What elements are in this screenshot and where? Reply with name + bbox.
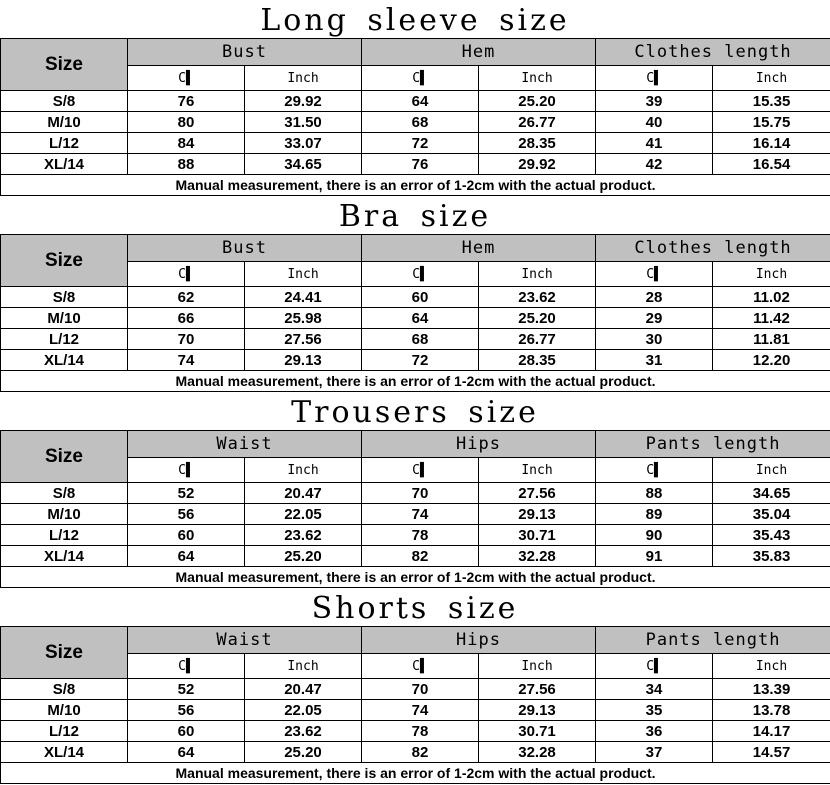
measurement-cell: 74 xyxy=(362,700,479,721)
measurement-cell: 88 xyxy=(128,154,245,175)
measurement-cell: 70 xyxy=(128,329,245,350)
table-row xyxy=(1,133,830,154)
measurement-cell: 16.54 xyxy=(713,154,830,175)
measurement-cell: 15.35 xyxy=(713,91,830,112)
measurement-cell: 60 xyxy=(128,721,245,742)
measure-group-header: Bust xyxy=(128,235,362,262)
measurement-cell: 29.13 xyxy=(479,504,596,525)
table-row xyxy=(1,504,830,525)
size-label: M/10 xyxy=(1,700,128,721)
measure-group-header: Hips xyxy=(362,627,596,654)
unit-inch: Inch xyxy=(245,458,362,483)
measurement-cell: 74 xyxy=(128,350,245,371)
size-label: M/10 xyxy=(1,308,128,329)
measurement-note: Manual measurement, there is an error of 1-2cm with the actual product. xyxy=(1,763,830,784)
measurement-cell: 72 xyxy=(362,133,479,154)
section-bra xyxy=(0,196,830,392)
measurement-cell: 25.98 xyxy=(245,308,362,329)
measurement-cell: 84 xyxy=(128,133,245,154)
measurement-cell: 13.78 xyxy=(713,700,830,721)
measure-group-header: Bust xyxy=(128,39,362,66)
size-label: S/8 xyxy=(1,483,128,504)
table-row xyxy=(1,350,830,371)
section-title: Trousers size xyxy=(291,395,539,430)
unit-cm: C▌ xyxy=(596,66,713,91)
size-label: M/10 xyxy=(1,504,128,525)
measurement-cell: 76 xyxy=(362,154,479,175)
measurement-cell: 76 xyxy=(128,91,245,112)
size-label: L/12 xyxy=(1,133,128,154)
measurement-cell: 35.43 xyxy=(713,525,830,546)
measurement-cell: 25.20 xyxy=(479,308,596,329)
measure-group-header: Waist xyxy=(128,627,362,654)
measurement-cell: 11.81 xyxy=(713,329,830,350)
size-table xyxy=(0,626,830,784)
measurement-cell: 20.47 xyxy=(245,679,362,700)
measurement-cell: 72 xyxy=(362,350,479,371)
unit-inch: Inch xyxy=(479,654,596,679)
measure-group-header: Hips xyxy=(362,431,596,458)
unit-inch: Inch xyxy=(245,262,362,287)
unit-inch: Inch xyxy=(479,458,596,483)
measurement-cell: 35.04 xyxy=(713,504,830,525)
section-trousers xyxy=(0,392,830,588)
measurement-cell: 11.42 xyxy=(713,308,830,329)
unit-inch: Inch xyxy=(479,66,596,91)
measurement-note: Manual measurement, there is an error of 1-2cm with the actual product. xyxy=(1,371,830,392)
unit-cm: C▌ xyxy=(128,262,245,287)
section-title: Bra size xyxy=(338,199,492,234)
measurement-cell: 25.20 xyxy=(245,546,362,567)
measurement-cell: 70 xyxy=(362,483,479,504)
measurement-cell: 41 xyxy=(596,133,713,154)
measurement-cell: 20.47 xyxy=(245,483,362,504)
note-row xyxy=(1,567,830,588)
measurement-cell: 39 xyxy=(596,91,713,112)
measure-group-header: Hem xyxy=(362,235,596,262)
unit-inch: Inch xyxy=(479,262,596,287)
measurement-cell: 64 xyxy=(362,91,479,112)
table-row xyxy=(1,112,830,133)
measurement-cell: 64 xyxy=(128,546,245,567)
measurement-cell: 28.35 xyxy=(479,350,596,371)
measurement-cell: 91 xyxy=(596,546,713,567)
unit-inch: Inch xyxy=(245,654,362,679)
measurement-cell: 64 xyxy=(128,742,245,763)
measurement-cell: 66 xyxy=(128,308,245,329)
table-row xyxy=(1,679,830,700)
measurement-cell: 34.65 xyxy=(245,154,362,175)
measurement-cell: 27.56 xyxy=(479,679,596,700)
measurement-cell: 88 xyxy=(596,483,713,504)
unit-cm: C▌ xyxy=(596,262,713,287)
size-header: Size xyxy=(1,39,128,91)
measurement-note: Manual measurement, there is an error of 1-2cm with the actual product. xyxy=(1,567,830,588)
measurement-cell: 24.41 xyxy=(245,287,362,308)
size-header: Size xyxy=(1,431,128,483)
measurement-cell: 33.07 xyxy=(245,133,362,154)
size-label: S/8 xyxy=(1,91,128,112)
table-row xyxy=(1,742,830,763)
measurement-cell: 28.35 xyxy=(479,133,596,154)
note-row xyxy=(1,371,830,392)
measurement-cell: 37 xyxy=(596,742,713,763)
measurement-cell: 36 xyxy=(596,721,713,742)
unit-inch: Inch xyxy=(713,66,830,91)
measurement-cell: 29.13 xyxy=(479,700,596,721)
unit-inch: Inch xyxy=(713,458,830,483)
measurement-cell: 62 xyxy=(128,287,245,308)
measurement-cell: 35.83 xyxy=(713,546,830,567)
measurement-cell: 25.20 xyxy=(479,91,596,112)
header-row xyxy=(1,235,830,262)
measurement-cell: 23.62 xyxy=(479,287,596,308)
size-label: XL/14 xyxy=(1,546,128,567)
measurement-cell: 32.28 xyxy=(479,546,596,567)
measure-group-header: Pants length xyxy=(596,431,830,458)
measurement-cell: 31 xyxy=(596,350,713,371)
measurement-cell: 82 xyxy=(362,742,479,763)
measurement-cell: 32.28 xyxy=(479,742,596,763)
size-table xyxy=(0,430,830,588)
measurement-cell: 27.56 xyxy=(245,329,362,350)
measurement-cell: 34 xyxy=(596,679,713,700)
header-row xyxy=(1,627,830,654)
measurement-cell: 30.71 xyxy=(479,721,596,742)
measure-group-header: Clothes length xyxy=(596,235,830,262)
measurement-cell: 26.77 xyxy=(479,329,596,350)
size-header: Size xyxy=(1,235,128,287)
measurement-cell: 30 xyxy=(596,329,713,350)
table-row xyxy=(1,546,830,567)
measurement-cell: 27.56 xyxy=(479,483,596,504)
measurement-cell: 60 xyxy=(128,525,245,546)
size-table xyxy=(0,234,830,392)
measurement-cell: 28 xyxy=(596,287,713,308)
measurement-cell: 13.39 xyxy=(713,679,830,700)
unit-cm: C▌ xyxy=(362,66,479,91)
section-title: Shorts size xyxy=(311,591,519,626)
table-row xyxy=(1,525,830,546)
measure-group-header: Waist xyxy=(128,431,362,458)
unit-cm: C▌ xyxy=(596,654,713,679)
header-row xyxy=(1,39,830,66)
size-label: XL/14 xyxy=(1,742,128,763)
measurement-cell: 29.13 xyxy=(245,350,362,371)
measurement-cell: 25.20 xyxy=(245,742,362,763)
unit-cm: C▌ xyxy=(128,458,245,483)
measurement-cell: 11.02 xyxy=(713,287,830,308)
measurement-cell: 80 xyxy=(128,112,245,133)
measure-group-header: Clothes length xyxy=(596,39,830,66)
size-label: L/12 xyxy=(1,525,128,546)
measure-group-header: Hem xyxy=(362,39,596,66)
section-shorts xyxy=(0,588,830,784)
measurement-cell: 82 xyxy=(362,546,479,567)
measurement-cell: 78 xyxy=(362,721,479,742)
unit-cm: C▌ xyxy=(596,458,713,483)
measurement-cell: 29 xyxy=(596,308,713,329)
measurement-cell: 14.57 xyxy=(713,742,830,763)
measurement-cell: 23.62 xyxy=(245,525,362,546)
measurement-note: Manual measurement, there is an error of 1-2cm with the actual product. xyxy=(1,175,830,196)
measurement-cell: 89 xyxy=(596,504,713,525)
unit-cm: C▌ xyxy=(362,262,479,287)
measure-group-header: Pants length xyxy=(596,627,830,654)
table-row xyxy=(1,91,830,112)
measurement-cell: 68 xyxy=(362,112,479,133)
unit-cm: C▌ xyxy=(128,66,245,91)
unit-cm: C▌ xyxy=(128,654,245,679)
table-row xyxy=(1,308,830,329)
measurement-cell: 22.05 xyxy=(245,504,362,525)
measurement-cell: 64 xyxy=(362,308,479,329)
table-row xyxy=(1,329,830,350)
unit-inch: Inch xyxy=(245,66,362,91)
size-header: Size xyxy=(1,627,128,679)
measurement-cell: 70 xyxy=(362,679,479,700)
measurement-cell: 42 xyxy=(596,154,713,175)
measurement-cell: 30.71 xyxy=(479,525,596,546)
table-row xyxy=(1,721,830,742)
table-row xyxy=(1,483,830,504)
table-row xyxy=(1,154,830,175)
measurement-cell: 16.14 xyxy=(713,133,830,154)
measurement-cell: 68 xyxy=(362,329,479,350)
section-long-sleeve xyxy=(0,0,830,196)
size-label: S/8 xyxy=(1,287,128,308)
measurement-cell: 52 xyxy=(128,483,245,504)
measurement-cell: 15.75 xyxy=(713,112,830,133)
size-table xyxy=(0,38,830,196)
unit-cm: C▌ xyxy=(362,654,479,679)
note-row xyxy=(1,175,830,196)
table-row xyxy=(1,700,830,721)
size-label: XL/14 xyxy=(1,154,128,175)
measurement-cell: 78 xyxy=(362,525,479,546)
measurement-cell: 22.05 xyxy=(245,700,362,721)
measurement-cell: 26.77 xyxy=(479,112,596,133)
measurement-cell: 90 xyxy=(596,525,713,546)
measurement-cell: 52 xyxy=(128,679,245,700)
size-label: L/12 xyxy=(1,721,128,742)
measurement-cell: 74 xyxy=(362,504,479,525)
measurement-cell: 12.20 xyxy=(713,350,830,371)
size-label: M/10 xyxy=(1,112,128,133)
measurement-cell: 56 xyxy=(128,700,245,721)
header-row xyxy=(1,431,830,458)
unit-cm: C▌ xyxy=(362,458,479,483)
measurement-cell: 56 xyxy=(128,504,245,525)
note-row xyxy=(1,763,830,784)
measurement-cell: 40 xyxy=(596,112,713,133)
measurement-cell: 29.92 xyxy=(479,154,596,175)
size-label: S/8 xyxy=(1,679,128,700)
measurement-cell: 34.65 xyxy=(713,483,830,504)
size-label: L/12 xyxy=(1,329,128,350)
table-row xyxy=(1,287,830,308)
measurement-cell: 14.17 xyxy=(713,721,830,742)
measurement-cell: 29.92 xyxy=(245,91,362,112)
measurement-cell: 60 xyxy=(362,287,479,308)
unit-inch: Inch xyxy=(713,654,830,679)
size-label: XL/14 xyxy=(1,350,128,371)
unit-inch: Inch xyxy=(713,262,830,287)
measurement-cell: 35 xyxy=(596,700,713,721)
measurement-cell: 23.62 xyxy=(245,721,362,742)
section-title: Long sleeve size xyxy=(260,3,570,38)
measurement-cell: 31.50 xyxy=(245,112,362,133)
